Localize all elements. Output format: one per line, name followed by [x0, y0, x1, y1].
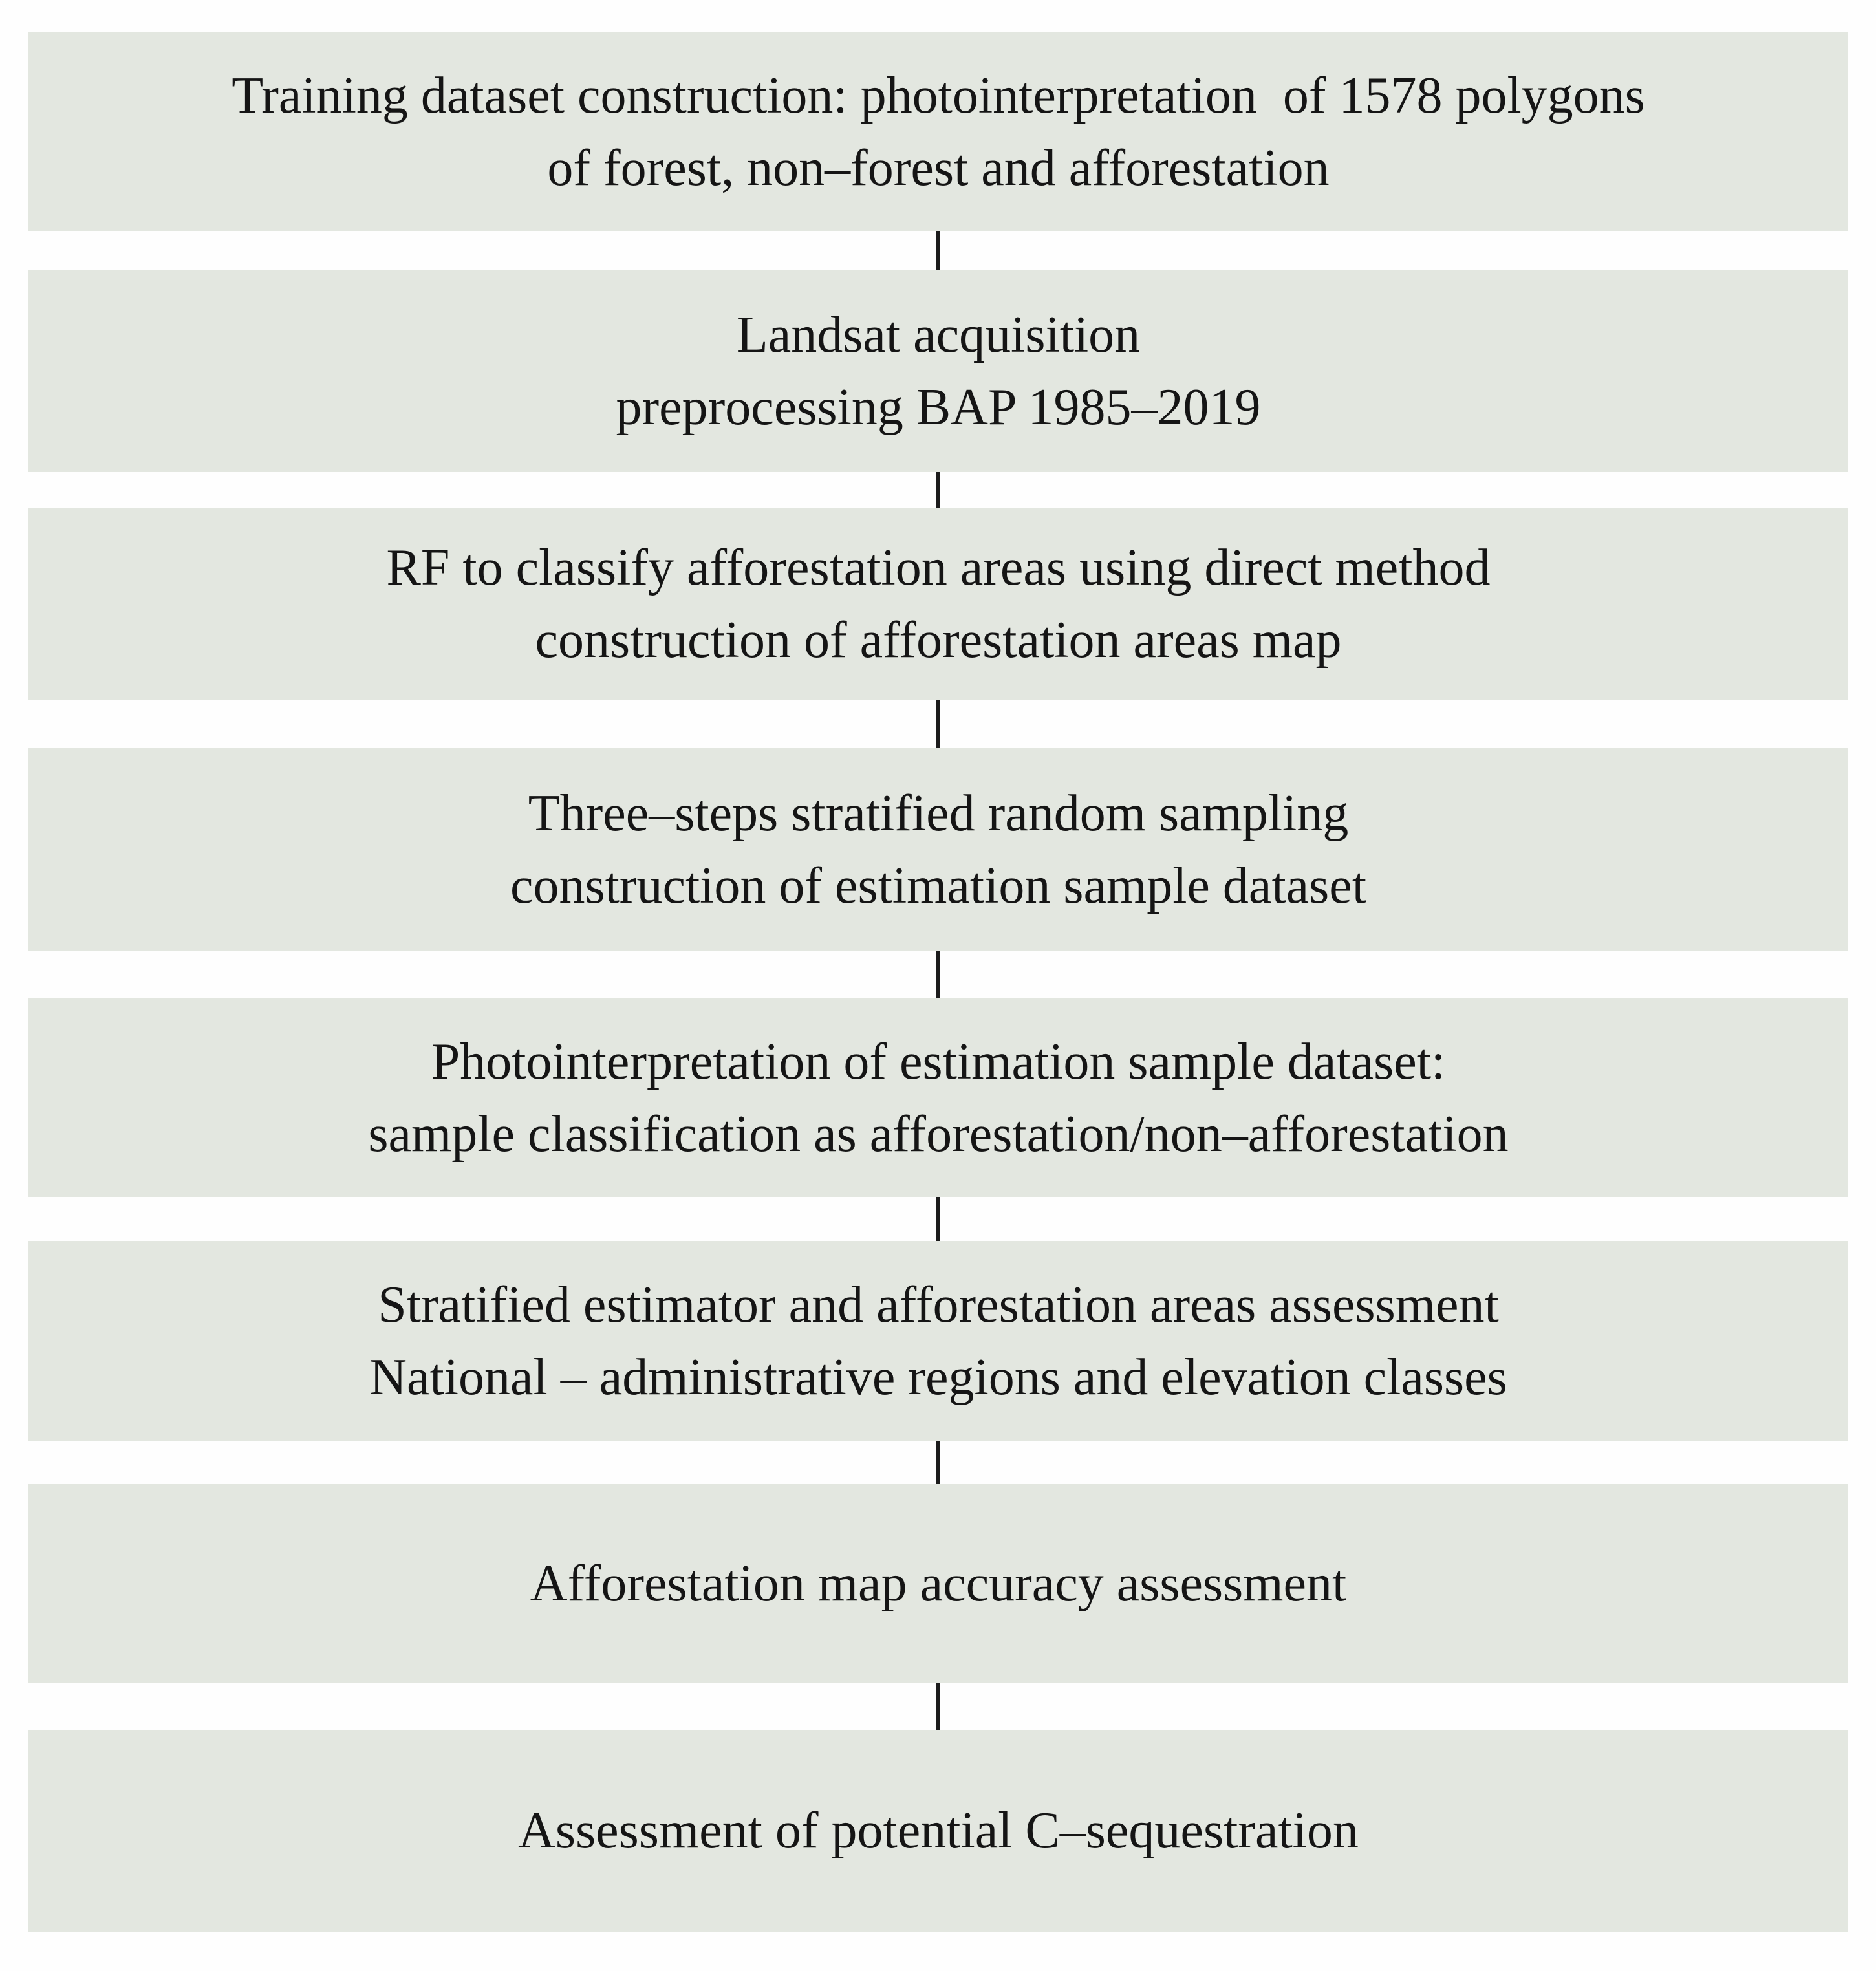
- connector-line: [936, 231, 940, 270]
- connector-line: [936, 1683, 940, 1730]
- connector-line: [936, 951, 940, 998]
- connector-line: [936, 472, 940, 508]
- flow-step-text: Stratified estimator and afforestation areas assessment: [378, 1276, 1499, 1333]
- flow-step-text: Assessment of potential C–sequestration: [518, 1802, 1359, 1859]
- flow-step-rf-classification: [28, 508, 1848, 700]
- flow-step-text: Three–steps stratified random sampling: [528, 784, 1349, 842]
- flow-step-photointerpretation-estimation: [28, 998, 1848, 1197]
- connector-line: [936, 1441, 940, 1484]
- flow-step-text: sample classification as afforestation/non–afforestation: [368, 1105, 1509, 1163]
- flow-step-text: RF to classify afforestation areas using direct method: [386, 539, 1491, 596]
- flow-step-text: Training dataset construction: photointerpretation of 1578 polygons: [232, 67, 1645, 124]
- flow-step-text: Photointerpretation of estimation sample dataset:: [431, 1033, 1446, 1090]
- flow-step-text: Afforestation map accuracy assessment: [530, 1555, 1347, 1612]
- flow-step-text: National – administrative regions and elevation classes: [369, 1348, 1507, 1406]
- flow-step-text: of forest, non–forest and afforestation: [547, 139, 1330, 197]
- flow-step-text: preprocessing BAP 1985–2019: [616, 378, 1261, 436]
- flow-step-training-dataset: [28, 32, 1848, 231]
- flow-step-text: Landsat acquisition: [736, 306, 1141, 363]
- flow-step-stratified-estimator: [28, 1241, 1848, 1441]
- flow-step-text: construction of estimation sample dataset: [510, 857, 1367, 914]
- connector-line: [936, 1197, 940, 1241]
- flow-step-stratified-sampling: [28, 748, 1848, 951]
- connector-line: [936, 700, 940, 748]
- flow-step-landsat-acquisition: [28, 270, 1848, 472]
- flow-step-c-sequestration: [28, 1730, 1848, 1932]
- flow-step-text: construction of afforestation areas map: [535, 612, 1342, 669]
- flow-step-map-accuracy: [28, 1484, 1848, 1683]
